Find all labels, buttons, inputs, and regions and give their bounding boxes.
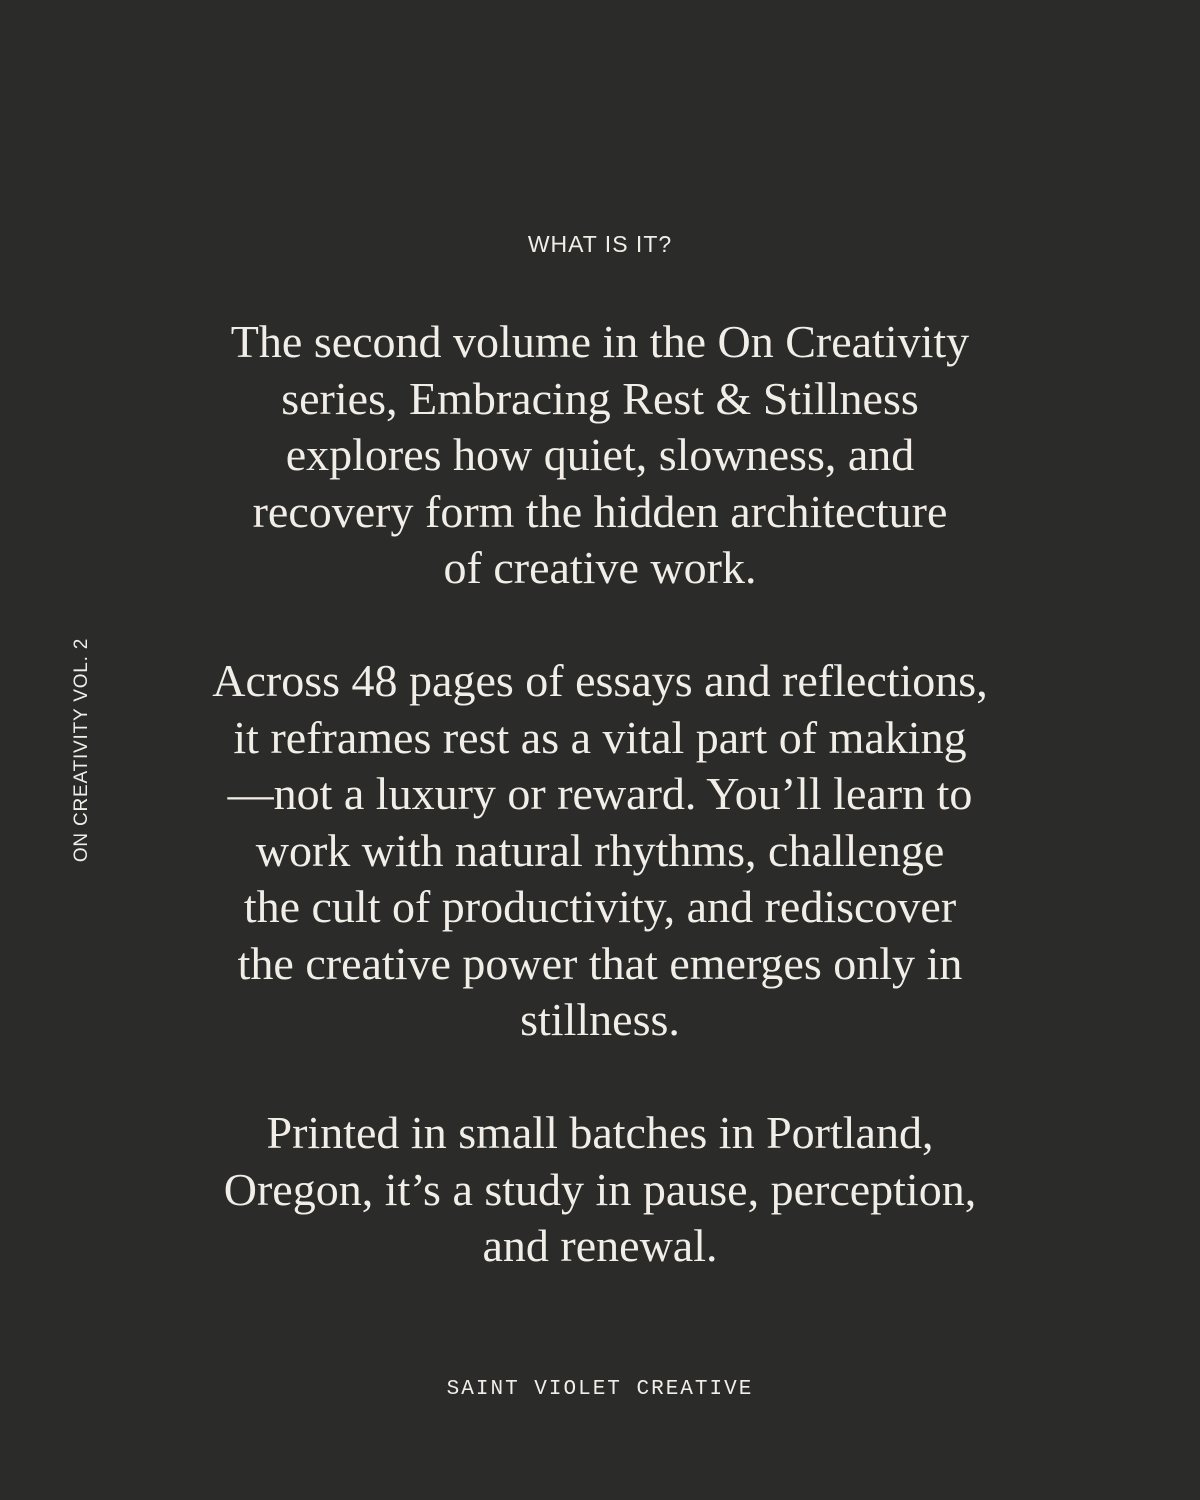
paragraph-1: [180, 314, 1020, 597]
text-line: stillness.: [520, 994, 680, 1045]
paragraph-spacer: [180, 1049, 1020, 1106]
text-line: recovery form the hidden architecture: [252, 485, 948, 537]
text-line: the creative power that emerges only in: [237, 937, 963, 989]
text-line: Across 48 pages of essays and reflections,: [212, 655, 988, 706]
brand-footer: SAINT VIOLET CREATIVE: [446, 1378, 754, 1401]
text-line: Oregon, it’s a study in pause, perception,: [223, 1163, 977, 1215]
body-copy: [180, 314, 1020, 1275]
text-line: work with natural rhythms, challenge: [255, 824, 945, 876]
paragraph-2: [180, 653, 1020, 1049]
section-heading: WHAT IS IT?: [527, 231, 673, 257]
text-line: The second volume in the On Creativity: [230, 316, 970, 367]
side-label: ON CREATIVITY VOL. 2: [71, 637, 92, 863]
text-line: series, Embracing Rest & Stillness: [281, 372, 919, 424]
text-line: —not a luxury or reward. You’ll learn to: [227, 768, 973, 819]
text-line: Printed in small batches in Portland,: [266, 1107, 934, 1158]
text-line: of creative work.: [443, 542, 757, 593]
paragraph-3: [180, 1105, 1020, 1275]
text-line: explores how quiet, slowness, and: [285, 429, 915, 480]
paragraph-spacer: [180, 597, 1020, 654]
text-line: it reframes rest as a vital part of making: [233, 711, 967, 763]
text-line: and renewal.: [482, 1220, 718, 1271]
text-line: the cult of productivity, and rediscover: [243, 881, 957, 932]
